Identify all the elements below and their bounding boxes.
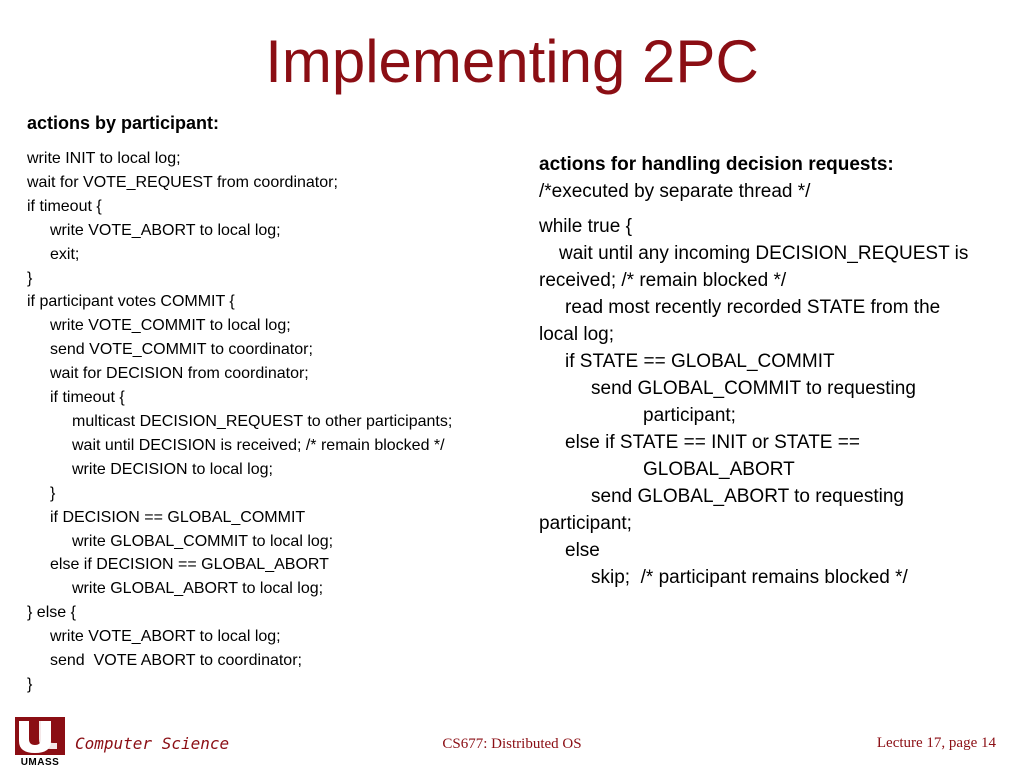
code-line: else [565, 540, 600, 561]
code-line: else if DECISION == GLOBAL_ABORT [50, 556, 329, 574]
code-line: write VOTE_COMMIT to local log; [50, 317, 291, 335]
slide-title: Implementing 2PC [265, 28, 759, 95]
code-line: multicast DECISION_REQUEST to other participants; [72, 412, 453, 430]
code-line: write GLOBAL_COMMIT to local log; [72, 532, 334, 550]
code-line: if STATE == GLOBAL_COMMIT [565, 351, 835, 372]
slide-footer [0, 708, 1024, 768]
code-line: write GLOBAL_ABORT to local log; [72, 580, 324, 598]
code-line: wait until DECISION is received; /* remain blocked */ [72, 436, 445, 454]
decision-code-block [539, 151, 1024, 591]
code-line: if participant votes COMMIT { [27, 293, 235, 311]
code-line: write DECISION to local log; [72, 460, 273, 478]
code-line: else if STATE == INIT or STATE == [565, 432, 860, 453]
participant-heading: actions by participant: [27, 113, 220, 133]
code-line: send VOTE_COMMIT to coordinator; [50, 341, 313, 359]
code-line: GLOBAL_ABORT [643, 459, 795, 480]
code-line: write VOTE_ABORT to local log; [50, 221, 281, 239]
code-line: wait for VOTE_REQUEST from coordinator; [27, 173, 338, 191]
code-line: } [27, 269, 33, 287]
code-line: if DECISION == GLOBAL_COMMIT [50, 508, 306, 526]
code-line: if timeout { [27, 197, 102, 215]
decision-heading: actions for handling decision requests: [539, 154, 894, 175]
code-line: } [27, 675, 33, 693]
code-line: participant; [643, 405, 736, 426]
code-line: write VOTE_ABORT to local log; [50, 628, 281, 646]
code-line: send VOTE ABORT to coordinator; [50, 652, 302, 670]
code-line: } else { [27, 604, 76, 622]
code-line: skip; /* participant remains blocked */ [591, 567, 908, 588]
code-line: write INIT to local log; [27, 150, 181, 167]
code-line: exit; [50, 245, 80, 263]
code-line: send GLOBAL_COMMIT to requesting [591, 378, 916, 399]
logo-text: UMASS [20, 757, 60, 768]
code-line: local log; [539, 324, 614, 345]
department-label: Computer Science [75, 734, 230, 753]
decision-subheading: /*executed by separate thread */ [539, 181, 811, 202]
code-line: participant; [539, 513, 632, 534]
code-line: wait until any incoming DECISION_REQUEST is [559, 243, 969, 264]
code-line: } [50, 484, 56, 502]
course-label: CS677: Distributed OS [442, 736, 582, 752]
code-line: read most recently recorded STATE from the [565, 297, 941, 318]
page-number: Lecture 17, page 14 [876, 735, 996, 751]
code-line: while true { [539, 216, 632, 237]
code-line: wait for DECISION from coordinator; [50, 365, 309, 383]
code-line: if timeout { [50, 389, 125, 407]
code-line: send GLOBAL_ABORT to requesting [591, 486, 904, 507]
code-line: received; /* remain blocked */ [539, 270, 787, 291]
participant-code-block [27, 147, 547, 697]
